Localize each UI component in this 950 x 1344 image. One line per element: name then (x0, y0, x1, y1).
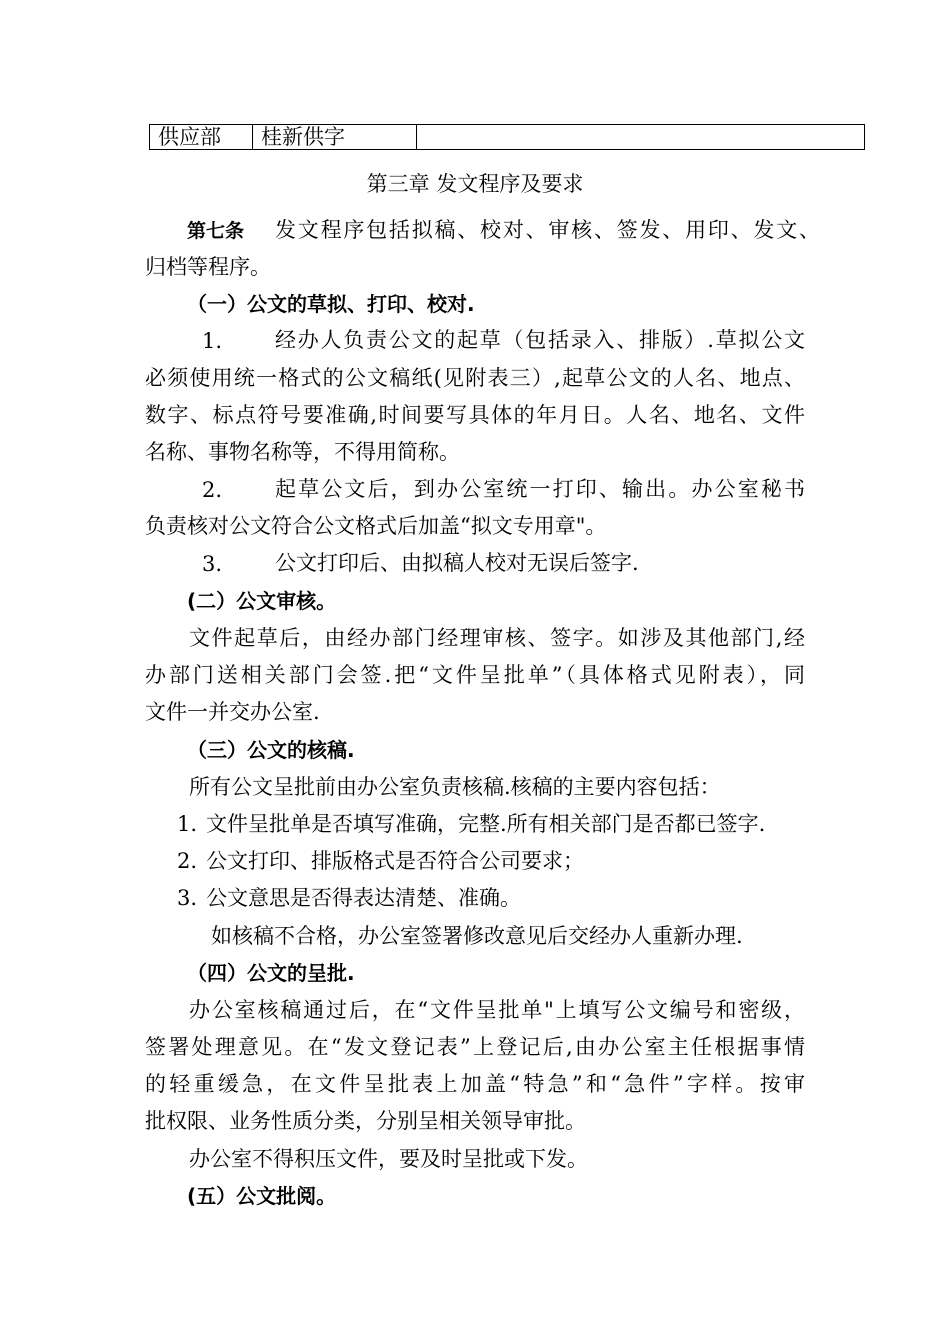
paragraph-line: 办公室核稿通过后，在“文件呈批单"上填写公文编号和密级， (189, 998, 805, 1022)
list-number: 2. (177, 849, 198, 873)
paragraph-line: 负责核对公文符合公文格式后加盖“拟文专用章"。 (145, 514, 607, 538)
paragraph-line: 所有公文呈批前由办公室负责核稿.核稿的主要内容包括： (189, 775, 721, 799)
section-heading: (二）公文审核。 (187, 589, 337, 613)
paragraph-line: 必须使用统一格式的公文稿纸(见附表三）,起草公文的人名、地点、 (145, 366, 805, 390)
list-item-text: 公文意思是否得表达清楚、准确。 (206, 886, 521, 910)
article-text-line: 发文程序包括拟稿、校对、审核、签发、用印、发文、 (275, 218, 820, 242)
article-label: 第七条 (187, 220, 245, 242)
list-number: 3. (177, 886, 198, 910)
paragraph-line: 的轻重缓急，在文件呈批表上加盖“特急”和“急件”字样。按审 (145, 1072, 805, 1096)
paragraph-line: 公文打印后、由拟稿人校对无误后签字. (275, 551, 639, 575)
distribution-table-row (149, 124, 865, 150)
chapter-title: 第三章 发文程序及要求 (366, 172, 584, 196)
section-heading: （三）公文的核稿. (187, 738, 355, 762)
table-cell-signature: 桂新供字 (253, 125, 417, 149)
section-heading: (五）公文批阅。 (187, 1184, 337, 1208)
paragraph-line: 办公室不得积压文件，要及时呈批或下发。 (189, 1147, 588, 1171)
section-heading: （四）公文的呈批. (187, 961, 355, 985)
section-heading: （一）公文的草拟、打印、校对. (187, 292, 475, 316)
paragraph-line: 文件一并交办公室. (145, 700, 320, 724)
table-cell-note (417, 125, 864, 149)
list-item-text: 文件呈批单是否填写准确，完整.所有相关部门是否都已签字. (206, 812, 766, 836)
paragraph-line: 签署处理意见。在“发文登记表”上登记后,由办公室主任根据事情 (145, 1035, 805, 1059)
paragraph-line: 办部门送相关部门会签.把“文件呈批单”（具体格式见附表），同 (145, 663, 805, 687)
paragraph-line: 数字、标点符号要准确,时间要写具体的年月日。人名、地名、文件 (145, 403, 805, 427)
paragraph-line: 批权限、业务性质分类，分别呈相关领导审批。 (145, 1109, 586, 1133)
paragraph-line: 文件起草后，由经办部门经理审核、签字。如涉及其他部门,经 (189, 626, 805, 650)
list-item-text: 公文打印、排版格式是否符合公司要求； (206, 849, 584, 873)
list-number: 1. (177, 812, 198, 836)
article-text-line: 归档等程序。 (145, 255, 271, 279)
paragraph-line: 名称、事物名称等，不得用简称。 (145, 440, 460, 464)
list-number: 3. (202, 552, 223, 576)
list-number: 2. (202, 478, 223, 502)
paragraph-line: 经办人负责公文的起草（包括录入、排版）.草拟公文 (275, 328, 805, 352)
paragraph-line: 如核稿不合格，办公室签署修改意见后交经办人重新办理. (211, 924, 743, 948)
paragraph-line: 起草公文后，到办公室统一打印、输出。办公室秘书 (275, 477, 805, 501)
list-number: 1. (202, 329, 223, 353)
table-cell-department: 供应部 (150, 125, 253, 149)
